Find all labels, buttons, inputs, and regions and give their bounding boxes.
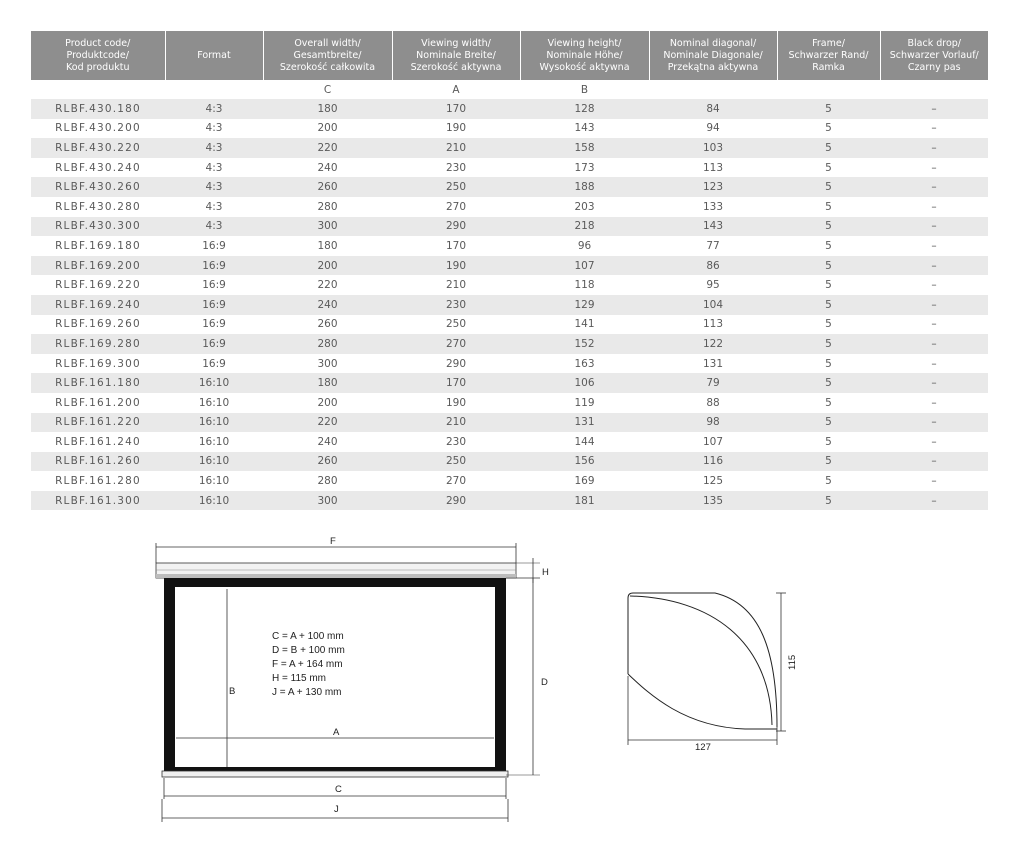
viewing-height-cell: 152 [520, 334, 649, 354]
viewing-height-cell: 96 [577, 239, 592, 252]
viewing-height-cell: 158 [520, 138, 649, 158]
format-cell: 4:3 [205, 122, 223, 135]
overall-width-cell: 280 [317, 475, 338, 488]
frame-cell: 5 [777, 256, 880, 276]
letter-cell: A [452, 83, 460, 96]
product-code-cell: RLBF.430.240 [55, 161, 141, 174]
product-code-cell: RLBF.161.300 [31, 491, 165, 511]
formula-j: J = A + 130 mm [272, 687, 342, 698]
overall-width-cell: 240 [263, 295, 392, 315]
nominal-diagonal-cell: 95 [706, 279, 720, 292]
viewing-width-cell: 170 [392, 99, 520, 119]
nominal-diagonal-cell: 86 [649, 256, 777, 276]
black-drop-cell: – [880, 491, 988, 511]
black-drop-cell: – [931, 435, 937, 448]
nominal-diagonal-cell: 107 [702, 435, 724, 448]
screen-viewing-area [175, 587, 495, 767]
nominal-diagonal-cell: 77 [706, 239, 720, 252]
frame-cell: 5 [777, 373, 880, 393]
format-cell: 4:3 [165, 217, 263, 237]
format-cell: 16:9 [165, 295, 263, 315]
viewing-height-cell: 181 [520, 491, 649, 511]
viewing-width-cell: 230 [392, 295, 520, 315]
overall-width-cell: 220 [263, 413, 392, 433]
dimension-label-d: D [541, 677, 548, 688]
header-black-drop: Black drop/ Schwarzer Vorlauf/ Czarny pas [880, 31, 988, 80]
header-overall-width: Overall width/ Gesamtbreite/ Szerokość całkowita [263, 31, 392, 80]
profile-height-label: 115 [787, 654, 798, 670]
nominal-diagonal-cell: 123 [649, 177, 777, 197]
frame-cell: 5 [825, 475, 832, 488]
formula-c: C = A + 100 mm [272, 631, 344, 642]
viewing-height-cell: 143 [574, 122, 595, 135]
letter-cell: C [323, 83, 332, 96]
format-cell: 16:10 [165, 373, 263, 393]
frame-cell: 5 [777, 295, 880, 315]
formula-f: F = A + 164 mm [272, 659, 343, 670]
viewing-width-cell: 230 [445, 161, 467, 174]
product-code-cell: RLBF.430.300 [31, 217, 165, 237]
format-cell: 4:3 [165, 99, 263, 119]
viewing-height-cell: 119 [574, 396, 595, 409]
overall-width-cell: 220 [263, 138, 392, 158]
black-drop-cell: – [880, 99, 988, 119]
overall-width-cell: 180 [263, 373, 392, 393]
overall-width-cell: 200 [317, 122, 338, 135]
dimension-label-f: F [330, 536, 336, 547]
viewing-width-cell: 190 [445, 122, 467, 135]
nominal-diagonal-cell: 94 [706, 122, 720, 135]
nominal-diagonal-cell: 103 [649, 138, 777, 158]
frame-cell: 5 [777, 452, 880, 472]
overall-width-cell: 300 [263, 491, 392, 511]
viewing-width-cell: 270 [392, 334, 520, 354]
profile-diagram [628, 593, 798, 753]
frame-cell: 5 [777, 217, 880, 237]
frame-cell: 5 [777, 413, 880, 433]
viewing-width-cell: 290 [392, 491, 520, 511]
overall-width-cell: 220 [317, 279, 338, 292]
product-code-cell: RLBF.161.220 [31, 413, 165, 433]
black-drop-cell: – [880, 452, 988, 472]
frame-cell: 5 [825, 435, 832, 448]
format-cell: 4:3 [205, 161, 223, 174]
format-cell: 16:9 [202, 357, 226, 370]
format-cell: 16:10 [165, 452, 263, 472]
black-drop-cell: – [931, 475, 937, 488]
letter-cell: B [580, 83, 589, 96]
viewing-height-cell: 106 [520, 373, 649, 393]
format-cell: 4:3 [165, 138, 263, 158]
viewing-height-cell: 203 [574, 200, 595, 213]
frame-cell: 5 [777, 138, 880, 158]
product-code-cell: RLBF.161.180 [31, 373, 165, 393]
viewing-height-cell: 107 [520, 256, 649, 276]
format-cell: 16:10 [198, 475, 230, 488]
viewing-width-cell: 190 [392, 256, 520, 276]
formula-h: H = 115 mm [272, 673, 326, 684]
format-cell: 4:3 [165, 177, 263, 197]
viewing-width-cell: 290 [392, 217, 520, 237]
black-drop-cell: – [880, 256, 988, 276]
nominal-diagonal-cell: 133 [702, 200, 724, 213]
viewing-height-cell: 141 [574, 318, 595, 331]
format-cell: 16:10 [165, 413, 263, 433]
overall-width-cell: 260 [317, 318, 338, 331]
frame-cell: 5 [825, 122, 832, 135]
black-drop-cell: – [880, 295, 988, 315]
viewing-height-cell: 144 [574, 435, 595, 448]
frame-cell: 5 [825, 357, 832, 370]
nominal-diagonal-cell: 135 [649, 491, 777, 511]
header-frame: Frame/ Schwarzer Rand/ Ramka [777, 31, 880, 80]
frame-cell: 5 [825, 239, 832, 252]
nominal-diagonal-cell: 131 [702, 357, 724, 370]
product-code-cell: RLBF.430.200 [55, 122, 141, 135]
profile-width-label: 127 [695, 742, 711, 753]
viewing-height-cell: 173 [574, 161, 595, 174]
viewing-height-cell: 169 [574, 475, 595, 488]
viewing-width-cell: 270 [445, 200, 467, 213]
overall-width-cell: 180 [263, 99, 392, 119]
viewing-width-cell: 270 [445, 475, 467, 488]
viewing-height-cell: 129 [520, 295, 649, 315]
nominal-diagonal-cell: 84 [649, 99, 777, 119]
overall-width-cell: 200 [317, 396, 338, 409]
overall-width-cell: 280 [263, 334, 392, 354]
nominal-diagonal-cell: 98 [649, 413, 777, 433]
product-code-cell: RLBF.430.180 [31, 99, 165, 119]
dimension-label-b: B [229, 686, 236, 697]
viewing-width-cell: 170 [445, 239, 467, 252]
product-code-cell: RLBF.169.200 [31, 256, 165, 276]
viewing-width-cell: 210 [445, 279, 467, 292]
frame-cell: 5 [777, 177, 880, 197]
viewing-height-cell: 188 [520, 177, 649, 197]
header-format: Format [165, 31, 263, 80]
viewing-height-cell: 118 [574, 279, 595, 292]
nominal-diagonal-cell: 122 [649, 334, 777, 354]
dimension-label-c: C [335, 784, 342, 795]
header-product-code: Product code/ Produktcode/ Kod produktu [31, 31, 165, 80]
format-cell: 4:3 [205, 200, 223, 213]
black-drop-cell: – [880, 413, 988, 433]
product-code-cell: RLBF.161.260 [31, 452, 165, 472]
viewing-height-cell: 131 [520, 413, 649, 433]
product-code-cell: RLBF.430.260 [31, 177, 165, 197]
black-drop-cell: – [931, 122, 937, 135]
screen-diagram [156, 536, 549, 822]
black-drop-cell: – [880, 177, 988, 197]
frame-cell: 5 [777, 99, 880, 119]
frame-cell: 5 [825, 200, 832, 213]
nominal-diagonal-cell: 79 [649, 373, 777, 393]
nominal-diagonal-cell: 113 [702, 161, 724, 174]
overall-width-cell: 260 [263, 452, 392, 472]
screen-bottom-bar [162, 771, 508, 777]
viewing-width-cell: 230 [445, 435, 467, 448]
viewing-width-cell: 210 [392, 138, 520, 158]
viewing-width-cell: 250 [445, 318, 467, 331]
product-code-cell: RLBF.169.240 [31, 295, 165, 315]
nominal-diagonal-cell: 113 [702, 318, 724, 331]
viewing-height-cell: 156 [520, 452, 649, 472]
viewing-height-cell: 218 [520, 217, 649, 237]
product-code-cell: RLBF.169.180 [55, 239, 141, 252]
header-viewing-height: Viewing height/ Nominale Höhe/ Wysokość aktywna [520, 31, 649, 80]
black-drop-cell: – [880, 373, 988, 393]
viewing-height-cell: 163 [574, 357, 595, 370]
header-viewing-width: Viewing width/ Nominale Breite/ Szerokość aktywna [392, 31, 520, 80]
format-cell: 16:9 [202, 279, 226, 292]
black-drop-cell: – [931, 200, 937, 213]
frame-cell: 5 [825, 161, 832, 174]
profile-outline [628, 593, 777, 727]
black-drop-cell: – [931, 318, 937, 331]
header-nominal-diagonal: Nominal diagonal/ Nominale Diagonale/ Przekątna aktywna [649, 31, 777, 80]
viewing-height-cell: 128 [520, 99, 649, 119]
profile-lower-curve [628, 674, 777, 729]
black-drop-cell: – [880, 334, 988, 354]
nominal-diagonal-cell: 143 [649, 217, 777, 237]
dimension-label-a: A [333, 727, 340, 738]
product-code-cell: RLBF.430.220 [31, 138, 165, 158]
overall-width-cell: 280 [317, 200, 338, 213]
nominal-diagonal-cell: 125 [702, 475, 724, 488]
frame-cell: 5 [825, 396, 832, 409]
black-drop-cell: – [880, 217, 988, 237]
dimension-label-h: H [542, 567, 549, 578]
frame-cell: 5 [825, 318, 832, 331]
black-drop-cell: – [931, 396, 937, 409]
black-drop-cell: – [931, 161, 937, 174]
overall-width-cell: 260 [263, 177, 392, 197]
format-cell: 16:9 [202, 318, 226, 331]
viewing-width-cell: 170 [392, 373, 520, 393]
viewing-width-cell: 250 [392, 452, 520, 472]
nominal-diagonal-cell: 88 [706, 396, 720, 409]
product-code-cell: RLBF.169.280 [31, 334, 165, 354]
viewing-width-cell: 210 [392, 413, 520, 433]
viewing-width-cell: 250 [392, 177, 520, 197]
format-cell: 16:9 [202, 239, 226, 252]
overall-width-cell: 200 [263, 256, 392, 276]
formula-d: D = B + 100 mm [272, 645, 345, 656]
product-code-cell: RLBF.169.300 [55, 357, 141, 370]
frame-cell: 5 [777, 334, 880, 354]
format-cell: 16:9 [165, 334, 263, 354]
frame-cell: 5 [825, 279, 832, 292]
viewing-width-cell: 290 [445, 357, 467, 370]
overall-width-cell: 180 [317, 239, 338, 252]
dimension-label-j: J [334, 804, 339, 815]
format-cell: 16:10 [198, 396, 230, 409]
nominal-diagonal-cell: 116 [649, 452, 777, 472]
black-drop-cell: – [931, 239, 937, 252]
format-cell: 16:9 [165, 256, 263, 276]
viewing-width-cell: 190 [445, 396, 467, 409]
overall-width-cell: 300 [317, 357, 338, 370]
format-cell: 16:10 [165, 491, 263, 511]
black-drop-cell: – [931, 279, 937, 292]
black-drop-cell: – [931, 357, 937, 370]
product-code-cell: RLBF.161.240 [55, 435, 141, 448]
product-code-cell: RLBF.169.220 [55, 279, 141, 292]
format-cell: 16:10 [198, 435, 230, 448]
product-code-cell: RLBF.161.280 [55, 475, 141, 488]
overall-width-cell: 240 [317, 161, 338, 174]
black-drop-cell: – [880, 138, 988, 158]
product-code-cell: RLBF.430.280 [55, 200, 141, 213]
overall-width-cell: 240 [317, 435, 338, 448]
nominal-diagonal-cell: 104 [649, 295, 777, 315]
overall-width-cell: 300 [263, 217, 392, 237]
frame-cell: 5 [777, 491, 880, 511]
product-code-cell: RLBF.169.260 [55, 318, 141, 331]
product-code-cell: RLBF.161.200 [55, 396, 141, 409]
